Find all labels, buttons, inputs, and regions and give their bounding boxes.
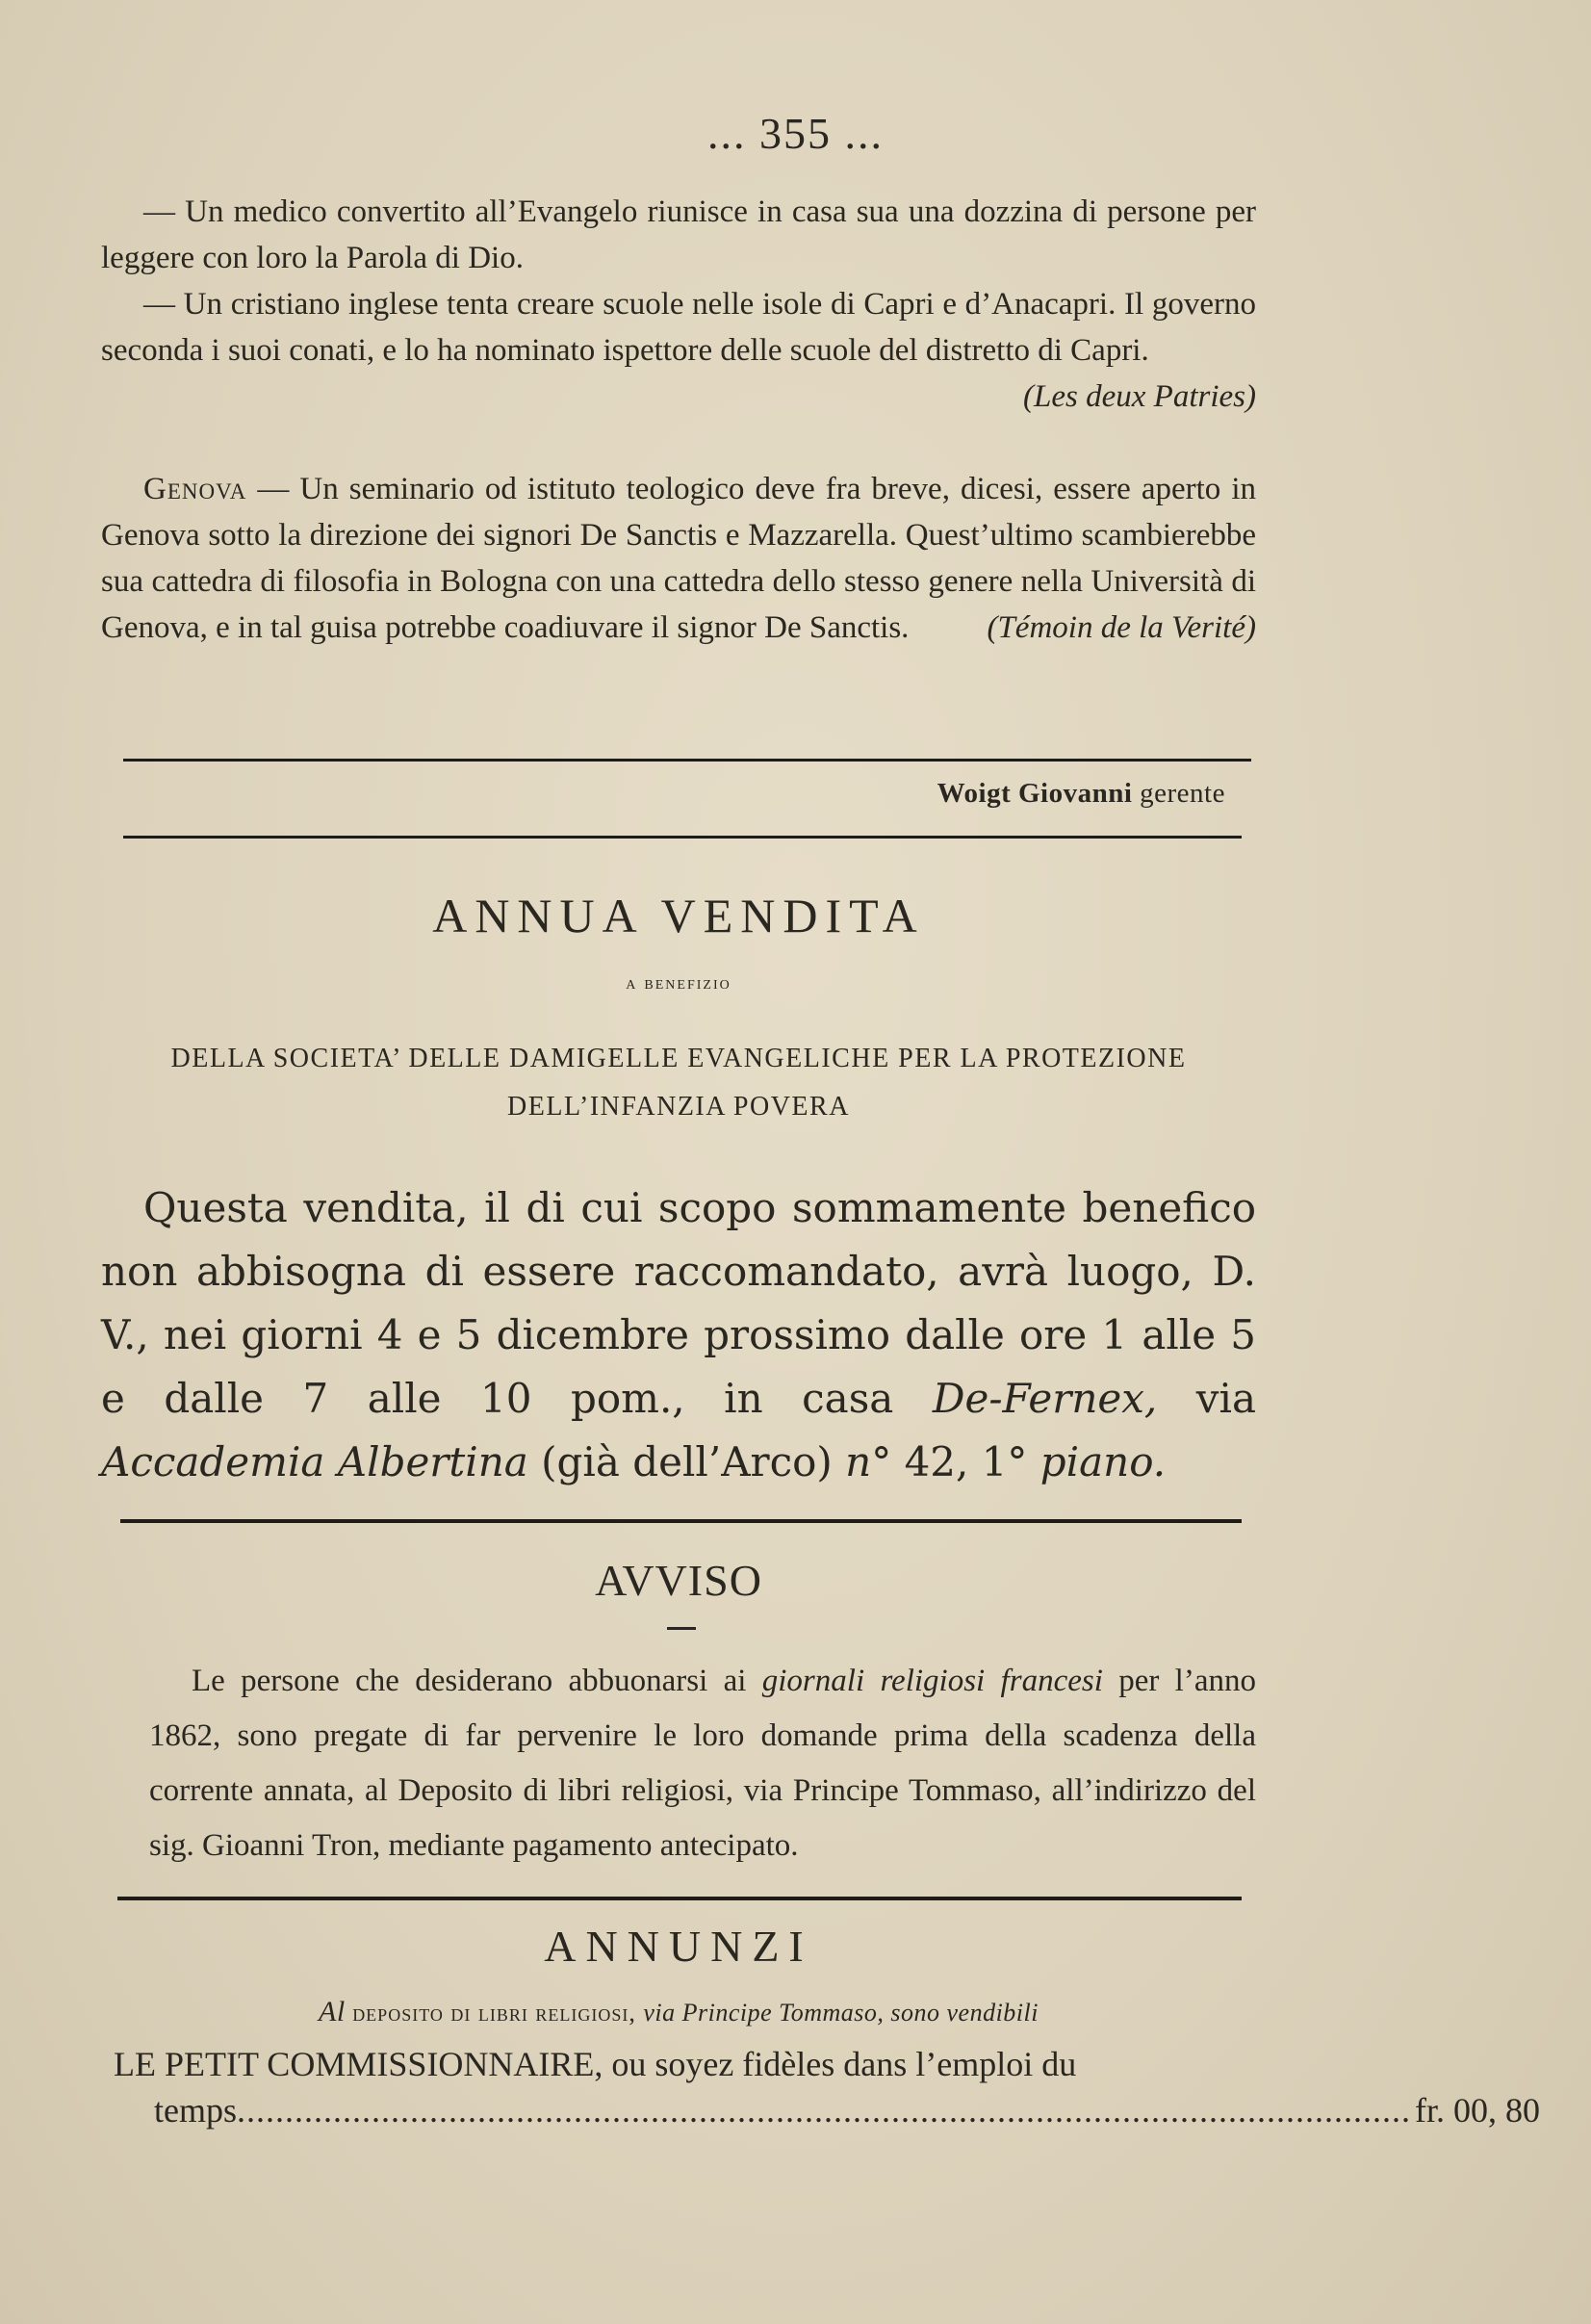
avviso-text-b: per l’anno 1862, sono pregate di far pervenire le loro domande prima della scadenza della corrente annata, al Deposito di libri religiosi, via Principe Tommaso, all’indirizzo del sig. Gioanni Tron, mediante pagamento antecipato. [149,1664,1256,1863]
avviso-text-a: Le persone che desiderano abbuonarsi ai [192,1664,762,1698]
annunzi-book-entry [114,2041,1540,2133]
divider [123,836,1242,839]
news-genova-label: Genova [143,472,247,506]
book-price: fr. 00, 80 [1415,2091,1540,2130]
divider [120,1519,1242,1523]
news-item-capri-text: — Un cristiano inglese tenta creare scuole nelle isole di Capri e d’Anacapri. Il governo seconda i suoi conati, e lo ha nominato ispettore delle scuole del distretto di Capri. [101,287,1256,368]
gerente-name: Woigt Giovanni [937,778,1133,809]
vendita-paragraph [101,1176,1256,1494]
divider [123,759,1251,762]
book-title: LE PETIT COMMISSIONNAIRE, ou soyez fidèles dans l’emploi du [114,2045,1077,2083]
vendita-society-line1: DELLA SOCIETA’ DELLE DAMIGELLE EVANGELICHE PER LA PROTEZIONE [170,1044,1187,1073]
gerente-line [937,778,1225,810]
avviso-title: AVVISO [595,1556,762,1605]
avviso-journals: giornali religiosi francesi [761,1664,1103,1698]
avviso-text [149,1654,1256,1873]
vendita-society [101,1035,1256,1131]
news-item-capri-source: (Les deux Patries) [1023,379,1256,414]
book-price-line [114,2087,1540,2133]
vendita-subtitle: a benefizio [626,972,731,994]
book-title-continued: temps [154,2091,237,2130]
news-item-medico: — Un medico convertito all’Evangelo riunisce in casa sua una dozzina di persone per leggere con loro la Parola di Dio. [101,194,1256,275]
vendita-street: Accademia Albertina [101,1438,528,1485]
page-number: ... 355 ... [707,109,884,158]
vendita-house: De-Fernex, [932,1375,1158,1422]
annunzi-intro-al: Al [319,1996,346,2027]
vendita-floor: piano. [1039,1438,1167,1485]
annunzi-title: ANNUNZI [544,1922,813,1971]
vendita-text-a: Questa vendita, il di cui scopo sommamente benefico non abbisogna di essere raccomandato, avrà luogo, D. V., nei giorni 4 e 5 dicembre prossimo dalle ore 1 alle 5 e dalle 7 alle 10 pom., in casa [101,1184,1256,1422]
divider [117,1897,1242,1900]
avviso-paragraph [149,1654,1256,1873]
news-genova-paragraph [101,466,1256,651]
news-genova-source: (Témoin de la Verité) [987,610,1256,645]
news-item-capri [101,281,1256,414]
gerente-role: gerente [1140,778,1225,809]
vendita-text-d: 42, 1° [891,1438,1040,1485]
avviso-dash [667,1627,696,1630]
dot-leader: .......................................................................................................................... [237,2091,1411,2130]
vendita-number-label: n° [845,1438,892,1485]
vendita-text-c: (già dell’Arco) [527,1438,846,1485]
vendita-text [101,1176,1256,1494]
annunzi-intro-deposito: deposito di libri religiosi, [345,1999,644,2027]
annunzi-intro [101,1996,1256,2028]
news-genova-text: — Un seminario od istituto teologico deve fra breve, dicesi, essere aperto in Genova sotto la direzione dei signori De Sanctis e Mazzarella. Quest’ultimo scambierebbe sua cattedra di filosofia in Bologna con una cattedra dello stesso genere nella Università di Genova, e in tal guisa potrebbe coadiuvare il signor De Sanctis. [101,472,1256,645]
news-section [101,189,1256,420]
vendita-society-line2: DELL’INFANZIA POVERA [507,1092,850,1122]
news-genova [101,466,1256,651]
vendita-title: ANNUA VENDITA [432,889,925,943]
vendita-text-b: via [1157,1375,1256,1422]
annunzi-intro-rest: via Principe Tommaso, sono vendibili [643,1999,1039,2027]
